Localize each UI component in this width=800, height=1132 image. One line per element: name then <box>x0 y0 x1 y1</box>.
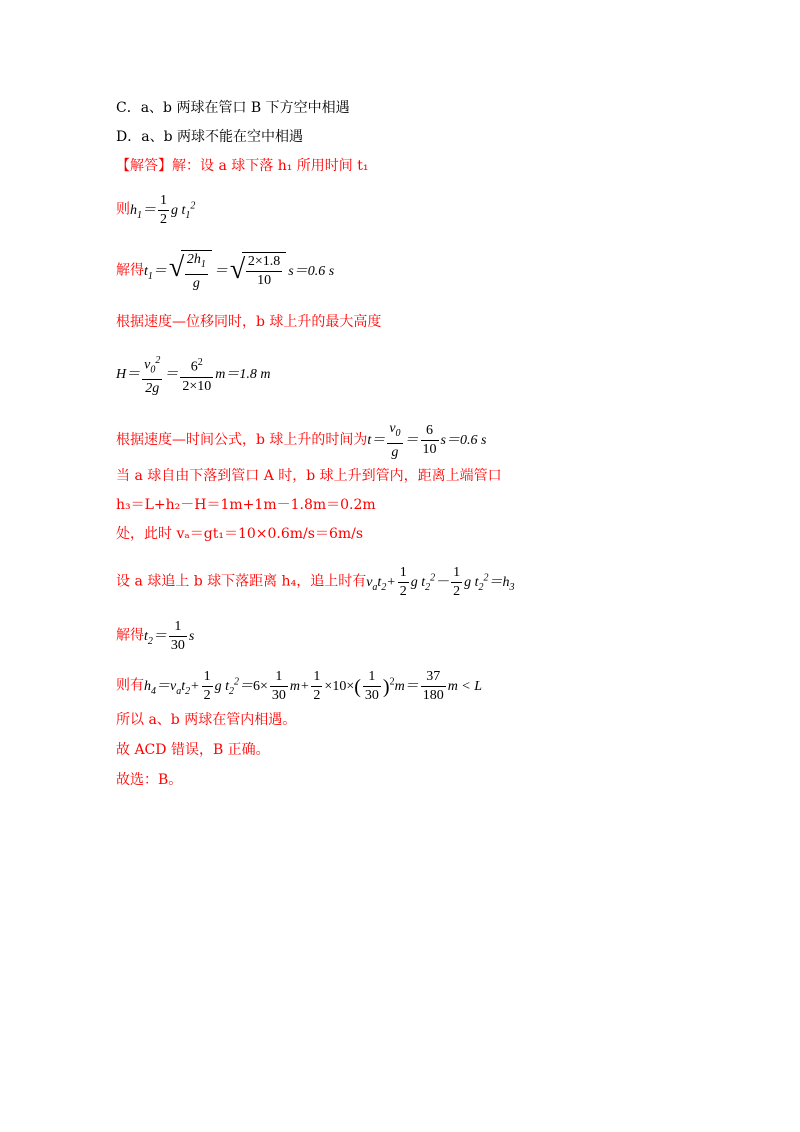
solution-intro-line <box>116 156 368 176</box>
equation-h1: 则$h_1=$ $\frac{1}{2}$ g $t_1^2$ <box>116 193 196 227</box>
equation-t2: 解得$t_2=$ $\frac{1}{30}$ s <box>116 619 195 653</box>
step-max-height-text: 根据速度—位移同时，b 球上升的最大高度 <box>116 314 382 330</box>
equation-t1: 解得$t_1=$ √ $\frac{2h_1}{g}$ ＝ √ $\frac{2\times 1.8}{10}$ s＝0.6 s <box>116 252 335 291</box>
option-c: C．a、b 两球在管口 B 下方空中相遇 <box>116 100 350 116</box>
solution-header: 【解答】 <box>116 158 172 174</box>
step-conclusion-meet: 所以 a、b 两球在管内相遇。 <box>116 712 297 728</box>
step-final-choice: 故选：B。 <box>116 772 183 788</box>
option-d: D．a、b 两球不能在空中相遇 <box>116 129 303 145</box>
equation-t-rise: 根据速度—时间公式，b 球上升的时间为t＝ $\frac{v_0}{g}$ ＝ $\frac{6}{10}$ s＝0.6 s <box>116 421 487 460</box>
equation-catch-up: 设 a 球追上 b 球下落距离 h₄，追上时有$v_at_2+$ $\frac{1}{2}$ g $t_2^2-$ $\frac{1}{2}$ g $t_2^2=h_3$ <box>116 565 515 599</box>
step-conclusion-answer: 故 ACD 错误，B 正确。 <box>116 742 270 758</box>
step-ball-position: 当 a 球自由下落到管口 A 时，b 球上升到管内，距离上端管口 <box>116 468 502 484</box>
step-h3: h₃＝L+h₂－H＝1m+1m－1.8m＝0.2m <box>116 497 376 513</box>
solution-intro: 解：设 a 球下落 h₁ 所用时间 t₁ <box>172 158 369 174</box>
step-velocity-a: 处，此时 vₐ＝gt₁＝10×0.6m/s＝6m/s <box>116 526 364 542</box>
equation-H: H＝ $\frac{v_0^2}{2g}$ ＝ $\frac{6^2}{2\times 10}$ m＝1.8 m <box>116 352 270 398</box>
equation-h4: 则有$h_4=v_at_2+$ $\frac{1}{2}$ g $t_2^2=6\times$ $\frac{1}{30}$ m+ $\frac{1}{2}$ ×10×( $\frac{1}{30}$ )$^2$m＝ $\frac{37}{180}$ m < L <box>116 669 483 703</box>
